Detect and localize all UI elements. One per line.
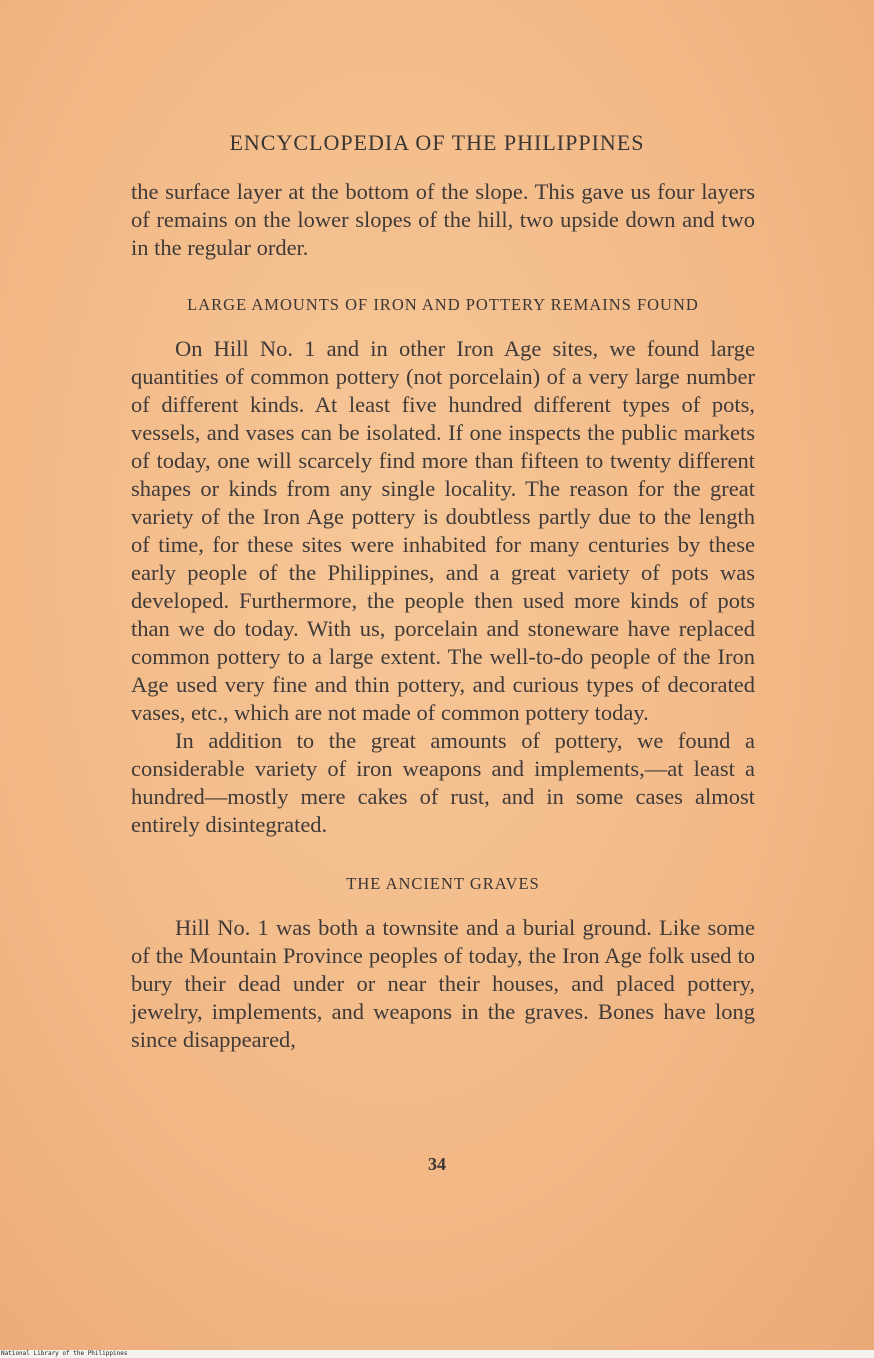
paragraph-pottery: On Hill No. 1 and in other Iron Age sites, we found large quantities of common pottery (not porcelain) of a very large number of different kinds. At least five hundred different types of pots, vessels, and vases can be isolated. If one inspects the public markets of today, one will scarcely find more than fifteen to twenty different shapes or kinds from any single locality. The reason for the great variety of the Iron Age pottery is doubtless partly due to the length of time, for these sites were inhabited for many centuries by these early people of the Philippines, and a great variety of pots was developed. Furthermore, the people then used more kinds of pots than we do today. With us, porcelain and stoneware have replaced common pottery to a large extent. The well-to-do people of the Iron Age used very fine and thin pottery, and curious types of decorated vases, etc., which are not made of common pottery today. [131, 336, 755, 725]
page-number: 34 [428, 1154, 446, 1174]
page-body [131, 178, 755, 1054]
running-head: ENCYCLOPEDIA OF THE PHILIPPINES [229, 130, 645, 155]
paragraph-iron-weapons: In addition to the great amounts of pottery, we found a considerable variety of iron weapons and implements,—at least a hundred—mostly mere cakes of rust, and in some cases almost entirely disintegrated. [131, 728, 755, 837]
section-heading-iron-pottery: LARGE AMOUNTS OF IRON AND POTTERY REMAINS FOUND [187, 295, 699, 314]
footer-watermark: National Library of the Philippines [0, 1350, 874, 1358]
section-heading-ancient-graves: THE ANCIENT GRAVES [346, 874, 540, 893]
paragraph-graves: Hill No. 1 was both a townsite and a burial ground. Like some of the Mountain Province peoples of today, the Iron Age folk used to bury their dead under or near their houses, and placed pottery, jewelry, implements, and weapons in the graves. Bones have long since disappeared, [131, 915, 755, 1052]
paragraph-continued: the surface layer at the bottom of the slope. This gave us four layers of remains on the lower slopes of the hill, two upside down and two in the regular order. [131, 179, 755, 260]
